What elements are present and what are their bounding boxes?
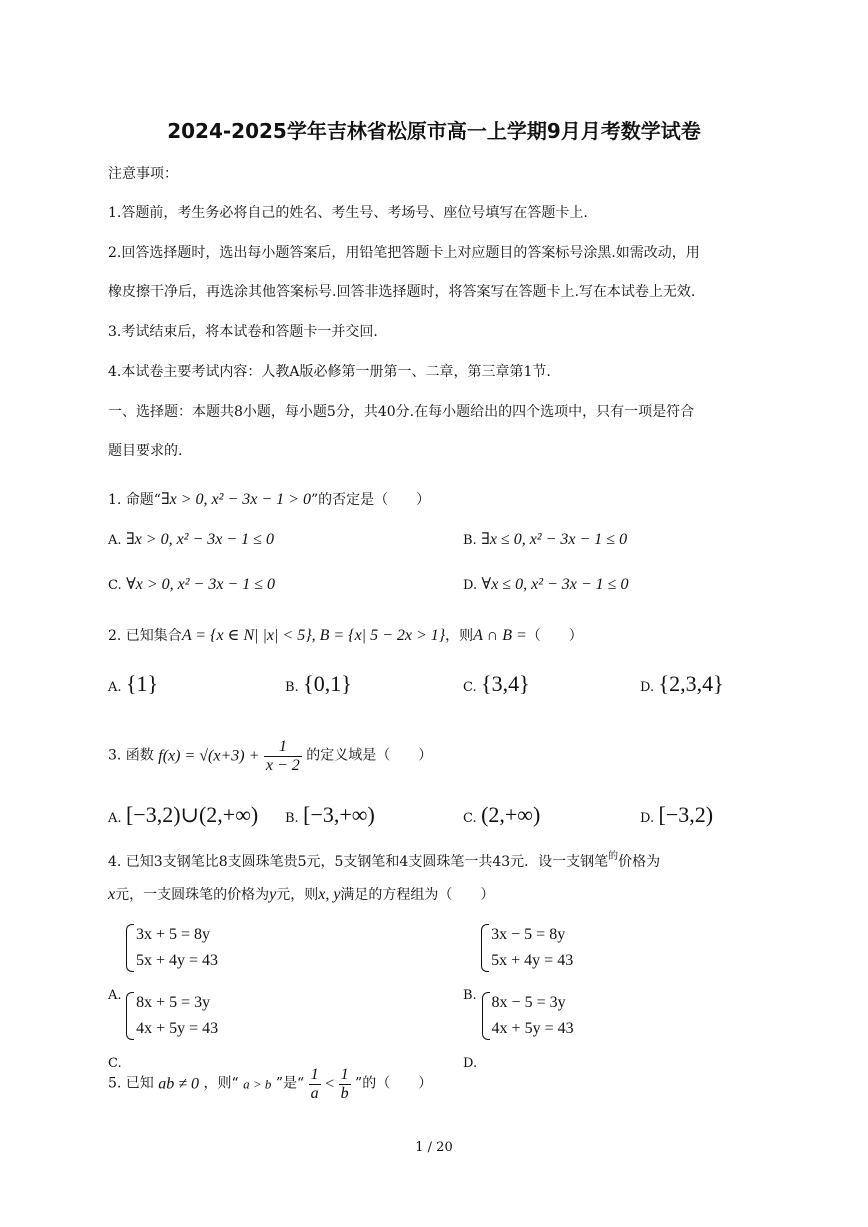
page-title: 2024-2025学年吉林省松原市高一上学期9月月考数学试卷 bbox=[167, 119, 701, 143]
equation-2: 4x + 5y = 43 bbox=[136, 1020, 219, 1037]
notice-item-1: 1.答题前，考生务必将自己的姓名、考生号、考场号、座位号填写在答题卡上. bbox=[108, 205, 588, 221]
equation-system bbox=[481, 922, 573, 974]
q5-mid2: ”是“ bbox=[275, 1075, 305, 1092]
fraction-numerator: 1 bbox=[310, 1066, 319, 1083]
q2-intersection: A ∩ B = bbox=[473, 627, 527, 644]
q4-option-c bbox=[108, 990, 218, 1070]
q4-var-x: x bbox=[108, 886, 116, 903]
q4-vars-xy: x, y bbox=[318, 886, 341, 903]
option-text: [−3,+∞) bbox=[303, 802, 375, 827]
q4-text-5: 满足的方程组为（ ） bbox=[340, 887, 495, 903]
page-number: 1 / 20 bbox=[415, 1140, 453, 1155]
q4-text-3: 元，一支圆珠笔的价格为 bbox=[115, 887, 270, 903]
option-label: C. bbox=[108, 578, 122, 593]
q1-proposition: ∃x > 0, x² − 3x − 1 > 0 bbox=[160, 491, 311, 508]
q3-option-a bbox=[108, 804, 258, 826]
q3-fraction-numerator: 1 bbox=[264, 738, 302, 757]
option-text: ∃x ≤ 0, x² − 3x − 1 ≤ 0 bbox=[481, 531, 628, 548]
option-label: A. bbox=[108, 811, 122, 826]
q5-fraction-2 bbox=[339, 1066, 351, 1102]
q4-text-4: 元，则 bbox=[276, 887, 319, 903]
q1-option-c bbox=[108, 577, 275, 593]
q2-mid: ，则 bbox=[445, 628, 474, 644]
q5-condition: ab ≠ 0 bbox=[158, 1075, 200, 1093]
equation-system bbox=[126, 922, 218, 974]
notice-item-3: 3.考试结束后，将本试卷和答题卡一并交回. bbox=[108, 324, 378, 340]
q2-option-a bbox=[108, 673, 158, 695]
q4-var-y: y bbox=[269, 886, 277, 903]
equation-2: 4x + 5y = 43 bbox=[491, 1020, 574, 1037]
option-label: C. bbox=[463, 680, 477, 695]
q3-option-b bbox=[285, 804, 375, 826]
notice-heading: 注意事项： bbox=[108, 166, 178, 182]
equation-system bbox=[482, 990, 574, 1042]
q4-text-small: 的 bbox=[608, 851, 619, 862]
notice-item-4: 4.本试卷主要考试内容：人教A版必修第一册第一、二章，第三章第1节. bbox=[108, 364, 551, 380]
equation-1: 8x − 5 = 3y bbox=[491, 994, 566, 1011]
q3-option-c bbox=[463, 804, 540, 826]
equation-2: 5x + 4y = 43 bbox=[135, 952, 219, 969]
q1-option-a bbox=[108, 532, 274, 548]
option-label: B. bbox=[463, 988, 477, 1003]
q3-function: f(x) = √(x+3) + bbox=[158, 747, 260, 765]
q5-suffix: ”的（ ） bbox=[355, 1075, 433, 1092]
option-text: {0,1} bbox=[303, 671, 352, 696]
q1-prefix: 1. 命题“ bbox=[108, 492, 161, 508]
section-heading-line1: 一、选择题：本题共8小题，每小题5分，共40分.在每小题给出的四个选项中，只有一项是符合 bbox=[108, 404, 695, 420]
option-label: D. bbox=[640, 811, 655, 826]
option-label: D. bbox=[463, 1056, 478, 1071]
q1-option-d bbox=[463, 577, 628, 593]
option-label: D. bbox=[463, 578, 478, 593]
option-text: [−3,2)∪(2,+∞) bbox=[125, 802, 259, 827]
q1-suffix: ”的否定是（ ） bbox=[310, 492, 431, 508]
question-3-stem bbox=[108, 738, 432, 774]
q4-option-d bbox=[463, 990, 574, 1070]
option-label: B. bbox=[285, 811, 299, 826]
option-text: (2,+∞) bbox=[481, 802, 541, 827]
question-5-stem bbox=[108, 1066, 432, 1102]
option-label: C. bbox=[463, 811, 477, 826]
fraction-numerator: 1 bbox=[340, 1066, 349, 1083]
notice-item-2-cont: 橡皮擦干净后，再选涂其他答案标号.回答非选择题时，将答案写在答题卡上.写在本试卷上无效. bbox=[108, 284, 696, 300]
q2-option-c bbox=[463, 673, 530, 695]
q2-option-d bbox=[640, 673, 724, 695]
q2-suffix: （ ） bbox=[526, 628, 583, 644]
option-label: B. bbox=[285, 680, 299, 695]
question-1-stem bbox=[108, 492, 430, 508]
equation-1: 3x + 5 = 8y bbox=[135, 926, 211, 943]
q2-sets: A = {x ∈ N| |x| < 5}, B = {x| 5 − 2x > 1} bbox=[181, 627, 446, 644]
question-4-line2 bbox=[108, 887, 494, 903]
option-label: D. bbox=[640, 680, 655, 695]
fraction-denominator: a bbox=[310, 1084, 319, 1102]
q2-option-b bbox=[285, 673, 352, 695]
option-label: A. bbox=[108, 533, 122, 548]
q1-option-b bbox=[463, 532, 627, 548]
option-text: ∃x > 0, x² − 3x − 1 ≤ 0 bbox=[125, 531, 274, 548]
q3-suffix: 的定义域是（ ） bbox=[306, 747, 433, 764]
option-label: A. bbox=[108, 988, 122, 1003]
equation-system bbox=[126, 990, 218, 1042]
option-text: ∀x ≤ 0, x² − 3x − 1 ≤ 0 bbox=[481, 576, 629, 593]
option-label: C. bbox=[108, 1056, 122, 1071]
q3-fraction bbox=[264, 738, 302, 774]
option-text: ∀x > 0, x² − 3x − 1 ≤ 0 bbox=[126, 576, 276, 593]
fraction-denominator: b bbox=[340, 1084, 349, 1102]
q2-prefix: 2. 已知集合 bbox=[108, 628, 182, 644]
equation-1: 8x + 5 = 3y bbox=[136, 994, 211, 1011]
q5-prefix: 5. 已知 bbox=[108, 1075, 154, 1092]
q5-less-than: < bbox=[325, 1075, 335, 1093]
q5-mid1: ，则“ bbox=[203, 1075, 239, 1092]
q3-fraction-denominator: x − 2 bbox=[265, 756, 300, 774]
option-label: A. bbox=[108, 680, 122, 695]
q4-text-1: 4. 已知3支钢笔比8支圆珠笔贵5元，5支钢笔和4支圆珠笔一共43元．设一支钢笔 bbox=[108, 854, 609, 870]
option-text: {2,3,4} bbox=[658, 671, 724, 696]
option-label: B. bbox=[463, 533, 477, 548]
q4-text-2: 价格为 bbox=[618, 854, 661, 870]
section-heading-line2: 题目要求的. bbox=[108, 443, 183, 459]
q3-option-d bbox=[640, 804, 713, 826]
question-4-line1 bbox=[108, 852, 660, 869]
q5-p: a > b bbox=[243, 1076, 272, 1092]
q5-fraction-1 bbox=[309, 1066, 321, 1102]
question-2-stem bbox=[108, 628, 583, 644]
notice-item-2: 2.回答选择题时，选出每小题答案后，用铅笔把答题卡上对应题目的答案标号涂黑.如需改动，用 bbox=[108, 245, 700, 261]
equation-1: 3x − 5 = 8y bbox=[491, 926, 566, 943]
option-text: {3,4} bbox=[481, 671, 530, 696]
option-text: {1} bbox=[125, 671, 159, 696]
q3-prefix: 3. 函数 bbox=[108, 747, 154, 764]
equation-2: 5x + 4y = 43 bbox=[491, 952, 574, 969]
option-text: [−3,2) bbox=[658, 802, 714, 827]
